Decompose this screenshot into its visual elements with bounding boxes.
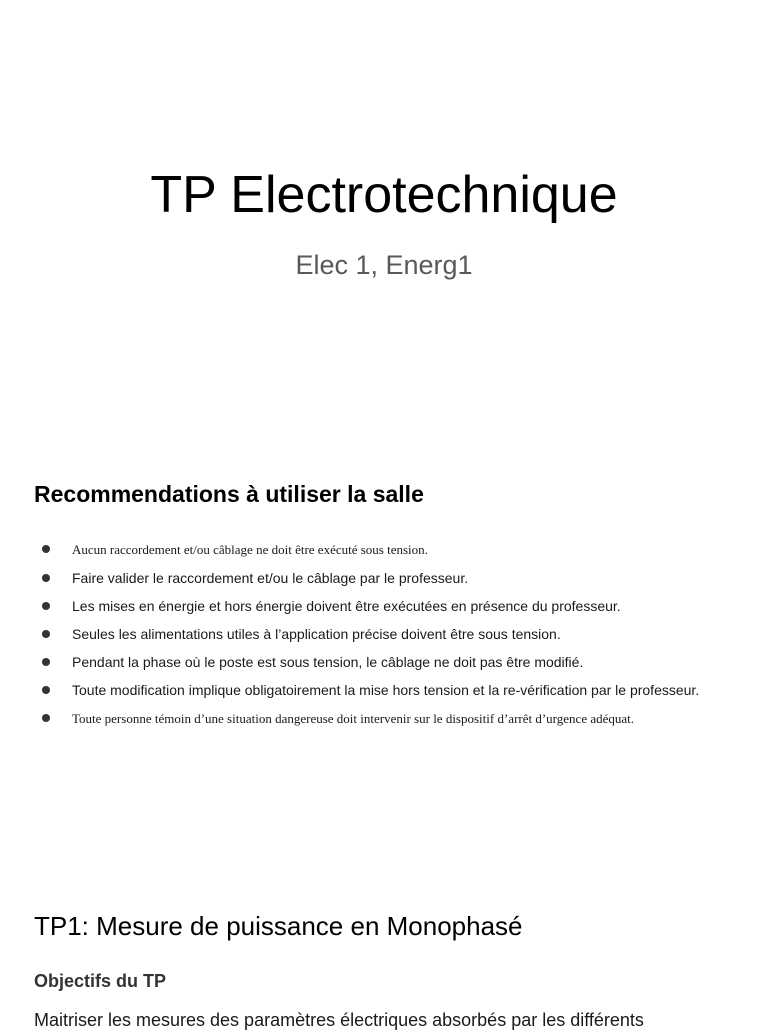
tp1-heading: TP1: Mesure de puissance en Monophasé [34, 911, 523, 941]
bullet-icon [42, 602, 50, 610]
bullet-icon [42, 714, 50, 722]
recommendations-list [34, 538, 734, 736]
objectives-heading: Objectifs du TP [34, 971, 167, 991]
objectives-text: Maitriser les mesures des paramètres électriques absorbés par les différents [34, 1010, 644, 1030]
list-item [34, 595, 734, 617]
list-item-text: Aucun raccordement et/ou câblage ne doit être exécuté sous tension. [72, 542, 428, 557]
list-item [34, 679, 734, 701]
document-subtitle: Elec 1, Energ1 [295, 250, 473, 280]
list-item-text: Seules les alimentations utiles à l’application précise doivent être sous tension. [72, 626, 561, 642]
bullet-icon [42, 545, 50, 553]
document-title: TP Electrotechnique [150, 166, 618, 224]
list-item-text: Toute personne témoin d’une situation dangereuse doit intervenir sur le dispositif d’arrêt d’urgence adéquat. [72, 711, 635, 726]
list-item [34, 707, 734, 730]
list-item [34, 538, 734, 561]
bullet-icon [42, 658, 50, 666]
bullet-icon [42, 574, 50, 582]
list-item-text: Les mises en énergie et hors énergie doivent être exécutées en présence du professeur. [72, 598, 621, 614]
bullet-icon [42, 686, 50, 694]
list-item-text: Toute modification implique obligatoirement la mise hors tension et la re-vérification par le professeur. [72, 682, 700, 698]
recommendations-heading: Recommendations à utiliser la salle [34, 481, 424, 507]
list-item-text: Pendant la phase où le poste est sous tension, le câblage ne doit pas être modifié. [72, 654, 584, 670]
list-item [34, 567, 734, 589]
list-item [34, 651, 734, 673]
bullet-icon [42, 630, 50, 638]
list-item [34, 623, 734, 645]
list-item-text: Faire valider le raccordement et/ou le câblage par le professeur. [72, 570, 469, 586]
